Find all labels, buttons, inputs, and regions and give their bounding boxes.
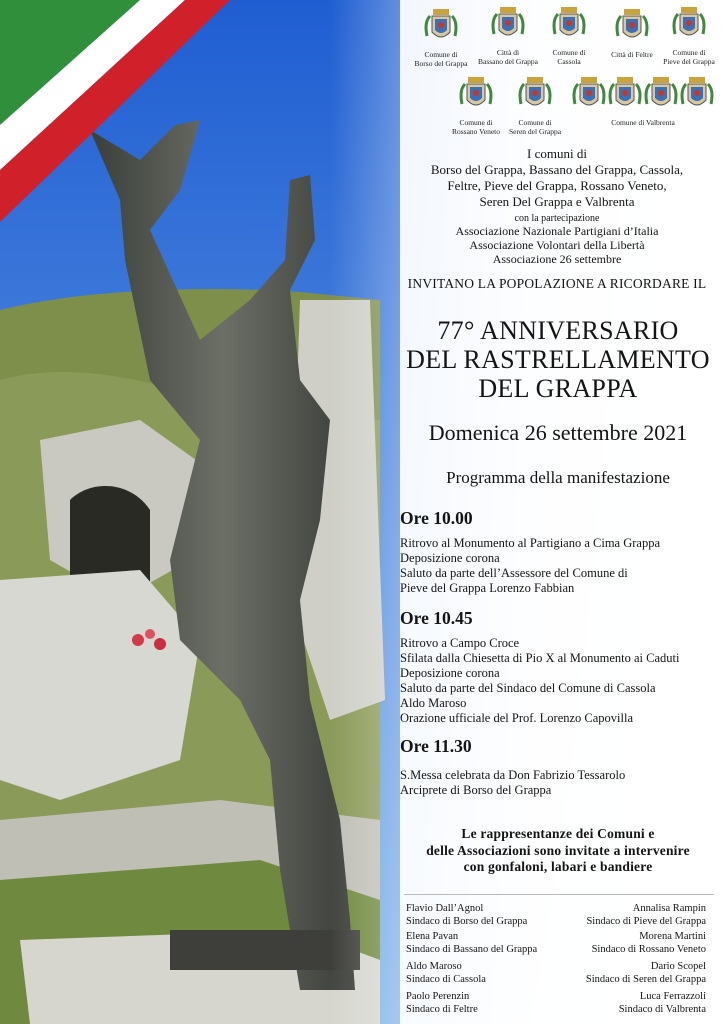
signature-role: Sindaco di Rossano Veneto [591,944,706,955]
crest-caption [540,48,598,66]
title-line: DEL RASTRELLAMENTO [406,345,710,374]
signature [619,990,706,1016]
crest-caption [412,50,470,68]
crest-feltre-icon [615,6,649,50]
signature [406,930,537,956]
program-line: Ritrovo al Monumento al Partigiano a Cima Grappa [400,536,661,550]
title-line: 77° ANNIVERSARIO [437,316,679,345]
crest-caption-line: Comune di [459,118,493,127]
program-line: Arciprete di Borso del Grappa [400,783,552,797]
italian-flag-ribbon-icon [0,0,240,230]
signature-name: Morena Martini [639,931,706,942]
crest-caption [604,50,660,59]
program-line: Aldo Maroso [400,696,467,710]
signature [406,902,527,928]
program-time: Ore 10.00 [400,508,473,528]
comuni-line: Feltre, Pieve del Grappa, Rossano Veneto, [447,178,667,193]
crest-valbrenta-icon [608,74,642,118]
program-line: Ritrovo a Campo Croce [400,636,520,650]
crest-caption-line: Comune di Valbrenta [611,118,675,127]
crest [540,4,598,66]
signature-name: Luca Ferrazzoli [639,991,706,1002]
crest [446,74,506,136]
crest-caption-line: Comune di [424,50,458,59]
signature-name: Flavio Dall’Agnol [406,903,484,914]
program-time: Ore 11.30 [400,736,472,756]
signature [406,990,478,1016]
program-line: Saluto da parte dell’Assessore del Comune di [400,566,628,580]
crest-caption [472,48,544,66]
program-block [400,536,722,596]
closing-line: delle Associazioni sono invitate a intervenire [426,842,690,858]
crest-caption-line: Rossano Veneto [452,127,500,136]
crest-bassano-icon [491,4,525,48]
associazione-line: Associazione Nazionale Partigiani d’Italia [455,224,659,238]
signature [592,930,706,956]
signature-role: Sindaco di Pieve del Grappa [586,916,706,927]
program-time: Ore 10.45 [400,608,473,628]
crest-seren-icon [518,74,552,118]
crest-caption-line: Città di Feltre [611,50,653,59]
crest-pieve-icon [672,4,706,48]
crest-caption-line: Bassano del Grappa [478,57,538,66]
crest-valbrenta-icon [572,74,606,118]
crest-valbrenta-icon [680,74,714,118]
program-line: S.Messa celebrata da Don Fabrizio Tessarolo [400,768,626,782]
comuni-line: Borso del Grappa, Bassano del Grappa, Cassola, [430,162,684,177]
crest-borso-icon [424,6,458,50]
crest-caption-line: Comune di [518,118,552,127]
crest-caption-line: Seren del Grappa [508,127,562,136]
signature [406,960,486,986]
program-line: Deposizione corona [400,551,500,565]
crest [502,74,568,136]
crest-valbrenta-icon [644,74,678,118]
crest-caption [502,118,568,136]
crest [604,6,660,59]
signature-name: Paolo Perenzin [406,991,470,1002]
crest-caption-line: Comune di [672,48,706,57]
signature-role: Sindaco di Cassola [406,974,486,985]
crest-caption [446,118,506,136]
signature-name: Dario Scopel [650,961,706,972]
crest-caption [568,118,718,127]
program-line: Pieve del Grappa Lorenzo Fabbian [400,581,575,595]
comuni-line: Seren Del Grappa e Valbrenta [479,194,635,209]
program-block [400,636,722,726]
program-line: Deposizione corona [400,666,500,680]
crest-caption-line: Pieve del Grappa [663,57,715,66]
associazione-line: Associazione Volontari della Libertà [469,238,645,252]
signature-name: Annalisa Rampin [632,903,706,914]
signature-role: Sindaco di Seren del Grappa [585,974,706,985]
signature-name: Aldo Maroso [406,961,462,972]
crest-caption-line: Borso del Grappa [414,59,468,68]
crest [412,6,470,68]
program-line: Sfilata dalla Chiesetta di Pio X al Monumento ai Caduti [400,651,680,665]
signature-role: Sindaco di Valbrenta [618,1004,706,1015]
title-line: DEL GRAPPA [478,374,638,403]
signature-name: Elena Pavan [406,931,459,942]
closing-note [392,826,724,876]
crest-caption-line: Cassola [557,57,581,66]
crest [472,4,544,66]
invite-line: INVITANO LA POPOLAZIONE A RICORDARE IL [407,276,707,291]
signature-role: Sindaco di Borso del Grappa [406,916,528,927]
signature-role: Sindaco di Bassano del Grappa [406,944,538,955]
associazioni-list [392,224,722,266]
crest-caption [660,48,718,66]
program-line: Saluto da parte del Sindaco del Comune di Cassola [400,681,656,695]
event-title [392,316,724,403]
crest-caption-line: Comune di [552,48,586,57]
program-block [400,768,722,798]
event-date: Domenica 26 settembre 2021 [428,420,688,445]
crest [660,4,718,66]
closing-line: con gonfaloni, labari e bandiere [463,859,653,874]
crest-caption-line: Città di [496,48,520,57]
divider [404,894,714,895]
signature [586,960,706,986]
crest [568,74,718,127]
program-line: Orazione ufficiale del Prof. Lorenzo Capovilla [400,711,634,725]
signature [586,902,706,928]
comuni-list [392,162,722,210]
crest-cassola-icon [552,4,586,48]
closing-line: Le rappresentanze dei Comuni e [461,826,655,841]
partecipazione-label: con la partecipazione [514,213,600,224]
crest-rossano-icon [459,74,493,118]
program-heading: Programma della manifestazione [446,468,670,487]
associazione-line: Associazione 26 settembre [492,252,622,266]
signature-role: Sindaco di Feltre [406,1004,478,1015]
intro-heading: I comuni di [527,146,587,161]
